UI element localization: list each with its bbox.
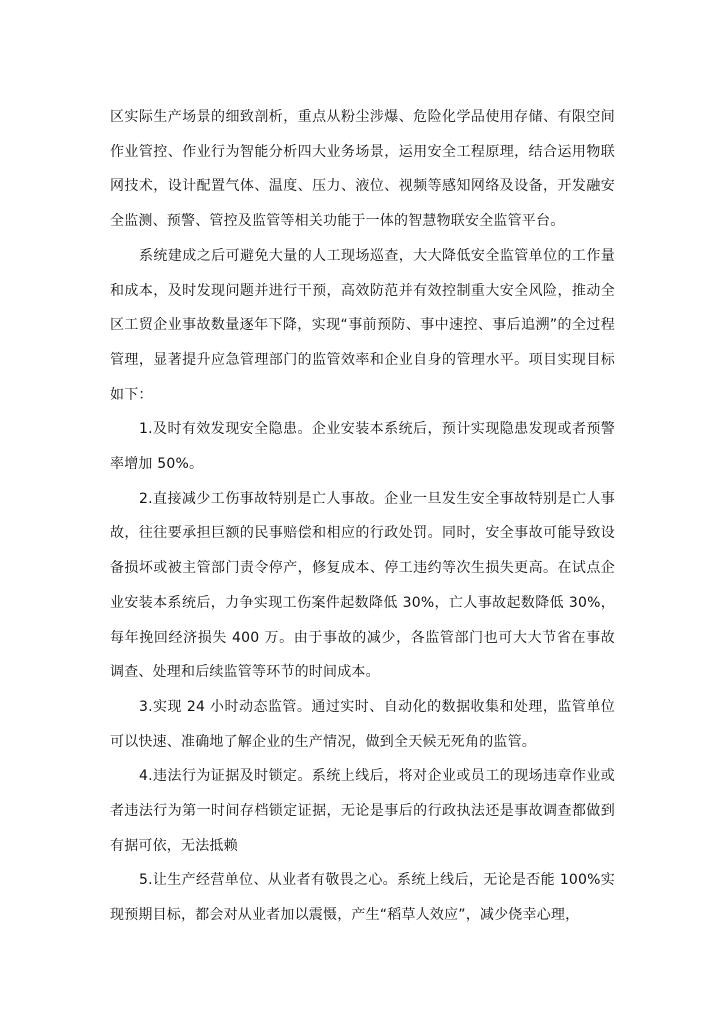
paragraph-goal-1: 1.及时有效发现安全隐患。企业安装本系统后，预计实现隐患发现或者预警率增加 50%。 bbox=[110, 421, 615, 473]
paragraph-goal-3: 3.实现 24 小时动态监管。通过实时、自动化的数据收集和处理，监管单位可以快速、准确地了解企业的生产情况，做到全天候无死角的监管。 bbox=[110, 698, 615, 750]
paragraph-platform-intro: 区实际生产场景的细致剖析，重点从粉尘涉爆、危险化学品使用存储、有限空间作业管控、作业行为智能分析四大业务场景，运用安全工程原理，结合运用物联网技术，设计配置气体、温度、压力、液位、视频等感知网络及设备，开发融安全监测、预警、管控及监管等相关功能于一体的智慧物联安全监管平台。 bbox=[110, 109, 615, 230]
paragraph-goal-5: 5.让生产经营单位、从业者有敬畏之心。系统上线后，无论是否能 100%实现预期目标，都会对从业者加以震慑，产生“稻草人效应”，减少侥幸心理， bbox=[110, 872, 615, 924]
document-body bbox=[110, 100, 615, 933]
paragraph-system-benefits: 系统建成之后可避免大量的人工现场巡查，大大降低安全监管单位的工作量和成本，及时发现问题并进行干预，高效防范并有效控制重大安全风险，推动全区工贸企业事故数量逐年下降，实现“事前预防、事中速控、事后追溯”的全过程管理，显著提升应急管理部门的监管效率和企业自身的管理水平。项目实现目标如下： bbox=[110, 247, 615, 403]
paragraph-goal-4: 4.违法行为证据及时锁定。系统上线后，将对企业或员工的现场违章作业或者违法行为第一时间存档锁定证据，无论是事后的行政执法还是事故调查都做到有据可依，无法抵赖 bbox=[110, 768, 615, 854]
paragraph-goal-2: 2.直接减少工伤事故特别是亡人事故。企业一旦发生安全事故特别是亡人事故，往往要承担巨额的民事赔偿和相应的行政处罚。同时，安全事故可能导致设备损坏或被主管部门责令停产，修复成本、停工违约等次生损失更高。在试点企业安装本系统后，力争实现工伤案件起数降低 30%，亡人事故起数降低 30%，每年挽回经济损失 400 万。由于事故的减少，各监管部门也可大大节省在事故调查、处理和后续监管等环节的时间成本。 bbox=[110, 490, 615, 681]
